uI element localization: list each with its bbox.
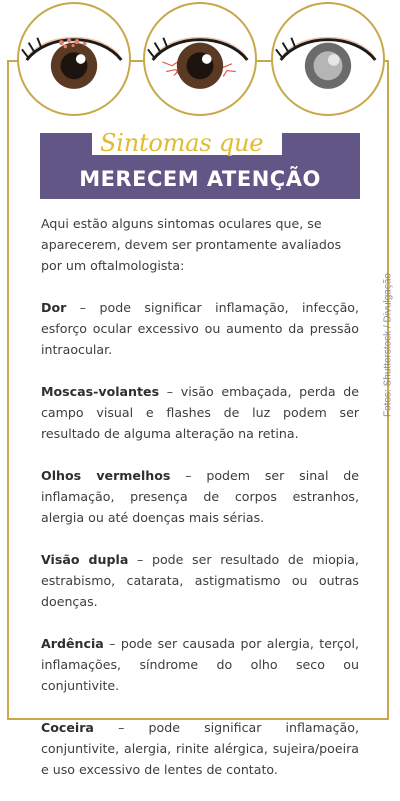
symptom-text: – pode significar inflamação, conjuntivite, alergia, rinite alérgica, sujeira/poeira e uso excessivo de lentes de contato. xyxy=(41,720,359,777)
symptom-term: Dor xyxy=(41,300,67,315)
symptom-term: Ardência xyxy=(41,636,104,651)
bloodshot-eye-icon xyxy=(143,2,257,116)
symptom-item xyxy=(41,549,359,612)
intro-text: Aqui estão alguns sintomas oculares que, se aparecerem, devem ser prontamente avaliados por um oftalmologista: xyxy=(41,216,342,273)
photo-credit: Fotos: Shutterstock / Divulgação xyxy=(382,273,394,417)
symptom-text: – podem ser sinal de inflamação, presença de corpos estranhos, alergia ou até doenças mais sérias. xyxy=(41,468,360,525)
symptom-item xyxy=(41,381,359,444)
symptom-text: – pode ser resultado de miopia, estrabismo, catarata, astigmatismo ou outras doenças. xyxy=(41,552,359,609)
cloudy-eye-icon xyxy=(271,2,385,116)
title-caps: MERECEM ATENÇÃO xyxy=(79,167,321,191)
title-banner xyxy=(40,129,360,199)
symptom-text: – visão embaçada, perda de campo visual e flashes de luz podem ser resultado de alguma alteração na retina. xyxy=(41,384,359,441)
symptoms-content xyxy=(41,213,359,801)
symptom-text: – pode ser causada por alergia, terçol, inflamações, síndrome do olho seco ou conjuntivite. xyxy=(41,636,359,693)
symptom-item xyxy=(41,717,359,780)
symptom-item xyxy=(41,633,359,696)
symptom-item xyxy=(41,297,359,360)
symptom-term: Coceira xyxy=(41,720,94,735)
symptom-item xyxy=(41,465,359,528)
symptom-term: Olhos vermelhos xyxy=(41,468,171,483)
eye-with-bumps-icon xyxy=(17,2,131,116)
title-script: Sintomas que xyxy=(100,129,264,157)
symptom-text: – pode significar inflamação, infecção, esforço ocular excessivo ou aumento da pressão intraocular. xyxy=(41,300,359,357)
symptom-term: Visão dupla xyxy=(41,552,129,567)
symptom-term: Moscas-volantes xyxy=(41,384,160,399)
